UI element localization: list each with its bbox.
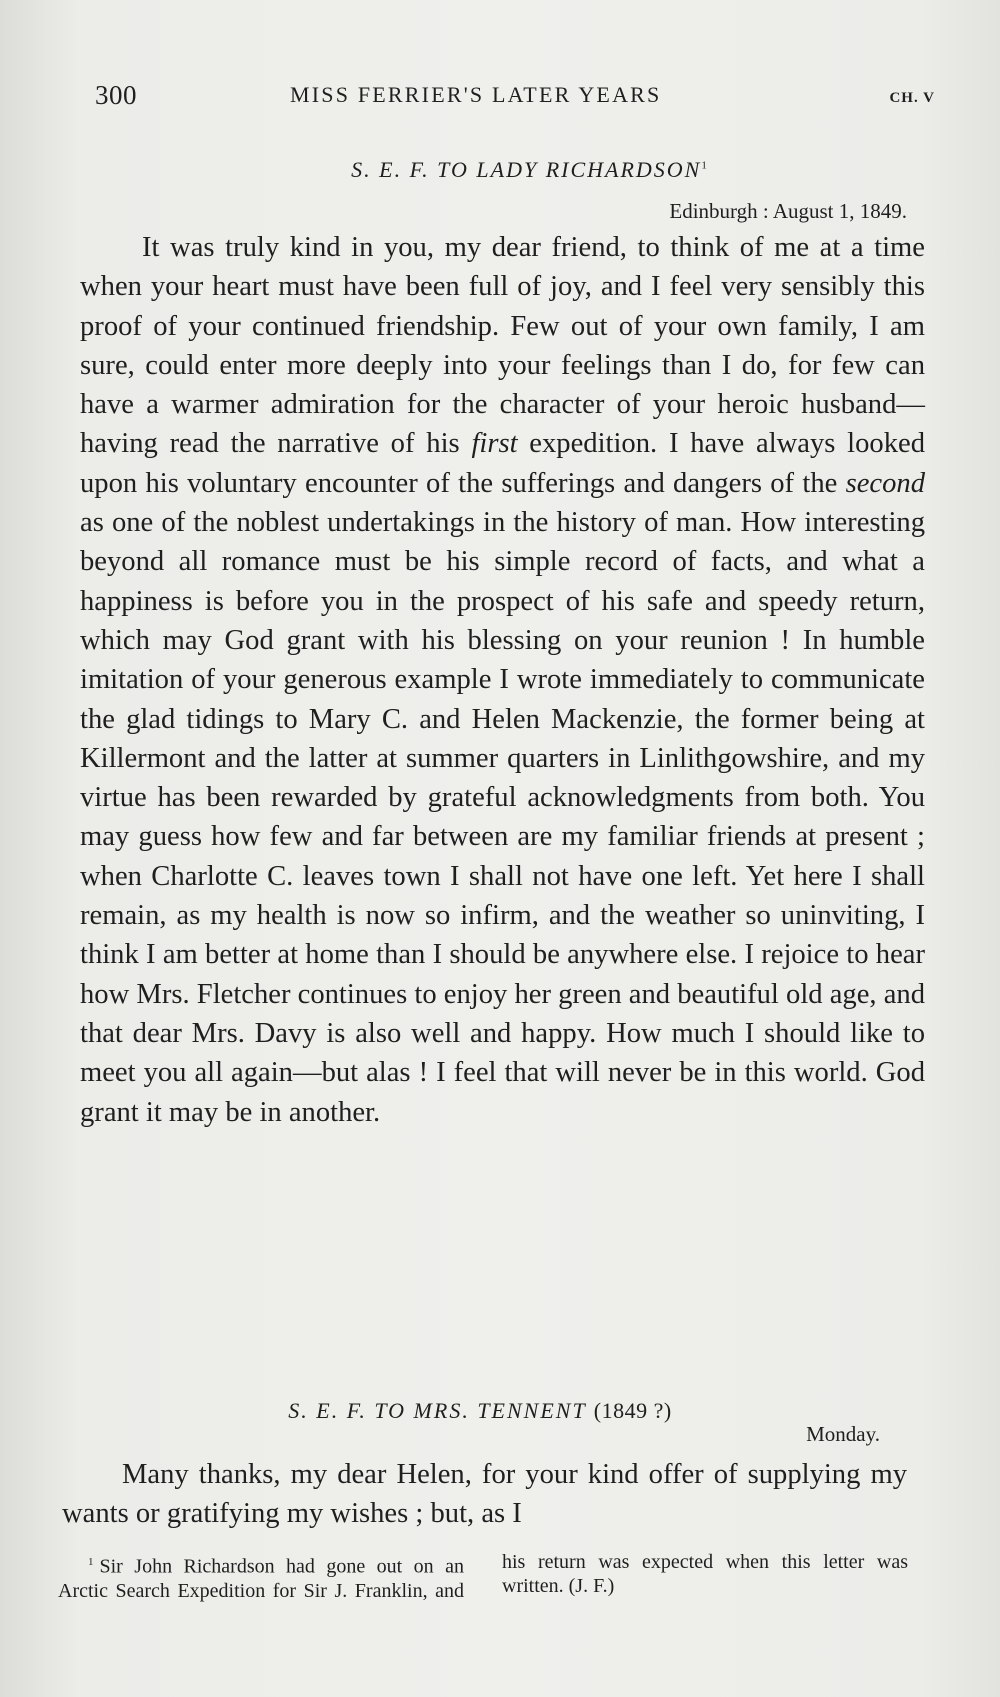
letter-dateline: Edinburgh : August 1, 1849. [669, 199, 907, 223]
letter-heading-text: S. E. F. TO LADY RICHARDSON [351, 157, 702, 182]
chapter-mark: CH. V [889, 90, 935, 106]
letter-dateline-monday: Monday. [806, 1422, 880, 1446]
page-number: 300 [95, 80, 137, 110]
letter-heading-richardson [30, 157, 1000, 183]
letter-body-richardson [80, 228, 925, 1132]
running-head [95, 80, 935, 120]
footnote-reference: 1 [701, 159, 709, 172]
body-text-segment: as one of the noblest undertakings in the history of man. How interesting beyond all romance must be his simple record of facts, and what a happiness is before you in the prospect of his safe and speedy return, which may God grant with his blessing on your reunion ! In humble imitation of your generous example I wrote immediately to communicate the glad tidings to Mary C. and Helen Mackenzie, the former being at Killermont and the latter at summer quarters in Linlithgowshire, and my virtue has been rewarded by grateful acknowledgments from both. You may guess how few and far between are my familiar friends at present ; when Charlotte C. leaves town I shall not have one left. Yet here I shall remain, as my health is now so infirm, and the weather so uninviting, I think I am better at home than I should be anywhere else. I rejoice to hear how Mrs. Fletcher continues to enjoy her green and beautiful old age, and that dear Mrs. Davy is also well and happy. How much I should like to meet you all again—but alas ! I feel that will never be in this world. God grant it may be in another. [80, 507, 925, 1128]
body-text-segment: expedition. I have always looked upon his voluntary encounter of the sufferings and dangers of the [80, 428, 926, 499]
letter-body-tennent: Many thanks, my dear Helen, for your kind offer of supplying my wants or gratifying my wishes ; but, as I [62, 1459, 907, 1530]
footnote-text: Sir John Richardson had gone out on an Arctic Search Expedition for Sir J. Franklin, and his return was expected when this letter was written. (J. F.) [58, 1551, 908, 1602]
letter-heading-tennent [0, 1398, 980, 1424]
letter-heading-text: S. E. F. TO MRS. TENNENT [288, 1398, 587, 1423]
footnote-marker: 1 [88, 1556, 94, 1568]
letter-heading-year: (1849 ?) [593, 1398, 672, 1423]
book-title: MISS FERRIER'S LATER YEARS [290, 82, 662, 107]
body-text-segment: It was truly kind in you, my dear friend, to think of me at a time when your heart must have been full of joy, and I feel very sensibly this proof of your continued friendship. Few out of your own family, I am sure, could enter more deeply into your feelings than I do, for few can have a warmer admiration for the character of your heroic husband—having read the narrative of his [80, 232, 925, 460]
emphasis-second: second [845, 467, 925, 499]
footnote [58, 1550, 908, 1603]
emphasis-first: first [471, 428, 518, 460]
